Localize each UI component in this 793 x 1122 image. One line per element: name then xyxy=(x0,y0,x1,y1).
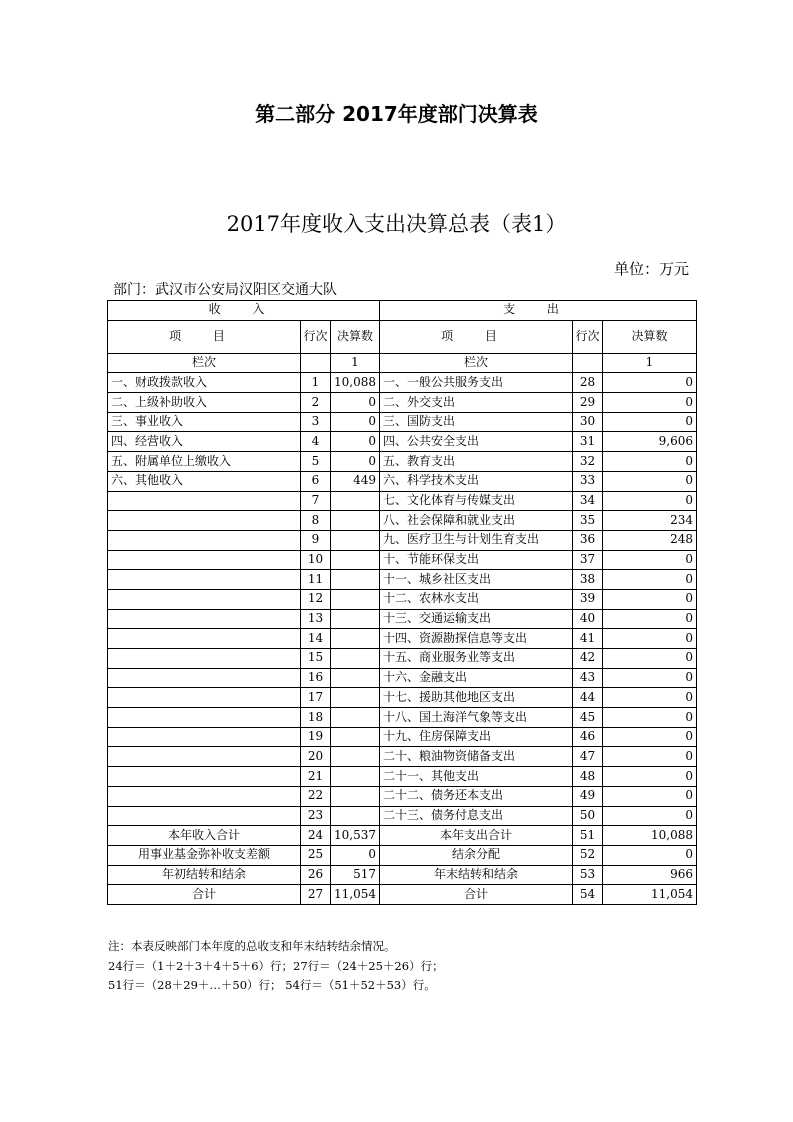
income-line-number: 5 xyxy=(301,452,331,472)
expense-line-number: 39 xyxy=(573,589,603,609)
table-row xyxy=(108,452,697,472)
expense-header xyxy=(380,301,697,321)
income-amount xyxy=(331,589,380,609)
income-line-number: 11 xyxy=(301,570,331,590)
expense-item-name: 年末结转和结余 xyxy=(380,865,573,885)
income-item-header xyxy=(108,320,301,353)
income-item-name: 二、上级补助收入 xyxy=(108,393,301,413)
table-row xyxy=(108,589,697,609)
expense-amount: 0 xyxy=(603,767,697,787)
expense-item-header-text: 项 目 xyxy=(441,328,511,343)
expense-line-number: 36 xyxy=(573,530,603,550)
income-amount xyxy=(331,727,380,747)
expense-item-name: 十九、住房保障支出 xyxy=(380,727,573,747)
note-line: 24行＝（1＋2＋3＋4＋5＋6）行；27行＝（24＋25＋26）行； xyxy=(108,958,444,973)
expense-line-number: 43 xyxy=(573,668,603,688)
income-line-number: 15 xyxy=(301,649,331,669)
income-expense-table xyxy=(107,300,697,905)
expense-item-name: 十五、商业服务业等支出 xyxy=(380,649,573,669)
table-row xyxy=(108,393,697,413)
expense-item-name: 五、教育支出 xyxy=(380,452,573,472)
expense-item-name: 本年支出合计 xyxy=(380,826,573,846)
summary-row xyxy=(108,845,697,865)
column-index-row xyxy=(108,353,697,373)
income-item-name xyxy=(108,491,301,511)
expense-item-name: 二十二、债务还本支出 xyxy=(380,786,573,806)
income-item-name xyxy=(108,530,301,550)
expense-amount: 0 xyxy=(603,589,697,609)
table-row xyxy=(108,668,697,688)
expense-item-name: 十二、农林水支出 xyxy=(380,589,573,609)
income-header-text: 收 入 xyxy=(208,302,279,317)
expense-index-label: 栏次 xyxy=(380,353,573,373)
expense-line-number: 51 xyxy=(573,826,603,846)
table-row xyxy=(108,727,697,747)
unit-label: 单位：万元 xyxy=(613,260,689,278)
expense-amount: 0 xyxy=(603,412,697,432)
income-line-number: 18 xyxy=(301,708,331,728)
expense-line-number: 32 xyxy=(573,452,603,472)
income-item-name: 三、事业收入 xyxy=(108,412,301,432)
expense-amount: 10,088 xyxy=(603,826,697,846)
expense-amount: 0 xyxy=(603,649,697,669)
expense-line-number: 52 xyxy=(573,845,603,865)
income-amount: 0 xyxy=(331,432,380,452)
part-title: 第二部分 2017年度部门决算表 xyxy=(255,102,538,126)
expense-line-number: 42 xyxy=(573,649,603,669)
table-row xyxy=(108,806,697,826)
expense-item-name: 十七、援助其他地区支出 xyxy=(380,688,573,708)
income-amount xyxy=(331,491,380,511)
income-amount: 517 xyxy=(331,865,380,885)
summary-row xyxy=(108,885,697,905)
expense-line-number: 28 xyxy=(573,373,603,393)
income-item-header-text: 项 目 xyxy=(169,328,239,343)
expense-amount: 0 xyxy=(603,471,697,491)
income-line-number: 2 xyxy=(301,393,331,413)
expense-item-name: 一、一般公共服务支出 xyxy=(380,373,573,393)
income-line-number: 14 xyxy=(301,629,331,649)
table-row xyxy=(108,747,697,767)
income-amount xyxy=(331,629,380,649)
expense-line-header: 行次 xyxy=(573,320,603,353)
expense-amount: 0 xyxy=(603,747,697,767)
income-item-name xyxy=(108,589,301,609)
expense-item-name: 二十一、其他支出 xyxy=(380,767,573,787)
income-amount: 11,054 xyxy=(331,885,380,905)
expense-line-number: 29 xyxy=(573,393,603,413)
expense-amount: 0 xyxy=(603,550,697,570)
income-amount xyxy=(331,747,380,767)
expense-item-name: 二十三、债务付息支出 xyxy=(380,806,573,826)
income-item-name xyxy=(108,688,301,708)
expense-item-name: 结余分配 xyxy=(380,845,573,865)
expense-amount: 0 xyxy=(603,629,697,649)
income-line-number: 1 xyxy=(301,373,331,393)
table-row xyxy=(108,530,697,550)
expense-item-name: 合计 xyxy=(380,885,573,905)
income-item-name xyxy=(108,806,301,826)
income-amount xyxy=(331,806,380,826)
income-item-name xyxy=(108,629,301,649)
table-row xyxy=(108,767,697,787)
expense-line-number: 49 xyxy=(573,786,603,806)
expense-item-name: 八、社会保障和就业支出 xyxy=(380,511,573,531)
income-amount xyxy=(331,511,380,531)
expense-amount-header: 决算数 xyxy=(603,320,697,353)
department-label: 部门：武汉市公安局汉阳区交通大队 xyxy=(113,282,337,298)
income-item-name: 五、附属单位上缴收入 xyxy=(108,452,301,472)
table-row xyxy=(108,570,697,590)
expense-item-name: 七、文化体育与传媒支出 xyxy=(380,491,573,511)
expense-item-name: 十八、国土海洋气象等支出 xyxy=(380,708,573,728)
income-header xyxy=(108,301,380,321)
income-item-name xyxy=(108,550,301,570)
table-row xyxy=(108,649,697,669)
income-item-name xyxy=(108,727,301,747)
income-amount-header: 决算数 xyxy=(331,320,380,353)
table-body xyxy=(108,301,697,905)
table-row xyxy=(108,688,697,708)
income-amount xyxy=(331,570,380,590)
income-item-name xyxy=(108,747,301,767)
expense-item-name: 十四、资源勘探信息等支出 xyxy=(380,629,573,649)
income-amount xyxy=(331,668,380,688)
income-item-name xyxy=(108,668,301,688)
income-line-number: 27 xyxy=(301,885,331,905)
table-row xyxy=(108,786,697,806)
expense-amount: 0 xyxy=(603,609,697,629)
expense-amount: 0 xyxy=(603,373,697,393)
table-row xyxy=(108,609,697,629)
expense-amount: 0 xyxy=(603,393,697,413)
income-amount xyxy=(331,786,380,806)
expense-amount: 0 xyxy=(603,668,697,688)
expense-line-number: 48 xyxy=(573,767,603,787)
income-line-number: 19 xyxy=(301,727,331,747)
expense-header-text: 支 出 xyxy=(503,302,573,317)
expense-amount: 0 xyxy=(603,491,697,511)
expense-amount: 248 xyxy=(603,530,697,550)
income-item-name xyxy=(108,609,301,629)
expense-amount: 0 xyxy=(603,708,697,728)
expense-item-name: 二、外交支出 xyxy=(380,393,573,413)
table-row xyxy=(108,412,697,432)
income-index-label: 栏次 xyxy=(108,353,301,373)
table-row xyxy=(108,471,697,491)
income-line-header: 行次 xyxy=(301,320,331,353)
income-item-name xyxy=(108,708,301,728)
income-amount xyxy=(331,688,380,708)
expense-line-number: 34 xyxy=(573,491,603,511)
income-amount xyxy=(331,530,380,550)
table-row xyxy=(108,511,697,531)
expense-line-number: 30 xyxy=(573,412,603,432)
income-amount xyxy=(331,649,380,669)
summary-row xyxy=(108,826,697,846)
income-line-number: 8 xyxy=(301,511,331,531)
expense-item-name: 十六、金融支出 xyxy=(380,668,573,688)
expense-item-name: 六、科学技术支出 xyxy=(380,471,573,491)
table-row xyxy=(108,550,697,570)
income-line-number: 13 xyxy=(301,609,331,629)
income-item-name xyxy=(108,786,301,806)
income-amount xyxy=(331,609,380,629)
income-amount: 0 xyxy=(331,412,380,432)
income-amount: 0 xyxy=(331,452,380,472)
expense-amount: 0 xyxy=(603,786,697,806)
table-row xyxy=(108,373,697,393)
expense-line-number: 44 xyxy=(573,688,603,708)
expense-amount: 9,606 xyxy=(603,432,697,452)
expense-item-name: 三、国防支出 xyxy=(380,412,573,432)
expense-amount: 11,054 xyxy=(603,885,697,905)
expense-item-name: 十一、城乡社区支出 xyxy=(380,570,573,590)
income-line-number: 17 xyxy=(301,688,331,708)
table-row xyxy=(108,491,697,511)
expense-item-name: 十三、交通运输支出 xyxy=(380,609,573,629)
expense-item-header xyxy=(380,320,573,353)
note-line: 注：本表反映部门本年度的总收支和年末结转结余情况。 xyxy=(108,939,396,953)
income-line-number: 16 xyxy=(301,668,331,688)
income-amount xyxy=(331,767,380,787)
expense-line-number: 35 xyxy=(573,511,603,531)
income-amount: 0 xyxy=(331,845,380,865)
expense-item-name: 四、公共安全支出 xyxy=(380,432,573,452)
expense-item-name: 二十、粮油物资储备支出 xyxy=(380,747,573,767)
income-amount: 449 xyxy=(331,471,380,491)
table-row xyxy=(108,708,697,728)
expense-index-line xyxy=(573,353,603,373)
income-line-number: 20 xyxy=(301,747,331,767)
expense-amount: 966 xyxy=(603,865,697,885)
table-row xyxy=(108,629,697,649)
income-item-name xyxy=(108,570,301,590)
expense-line-number: 46 xyxy=(573,727,603,747)
expense-line-number: 53 xyxy=(573,865,603,885)
expense-line-number: 31 xyxy=(573,432,603,452)
income-line-number: 3 xyxy=(301,412,331,432)
column-header-row xyxy=(108,320,697,353)
expense-amount: 0 xyxy=(603,688,697,708)
income-line-number: 12 xyxy=(301,589,331,609)
income-item-name xyxy=(108,767,301,787)
income-amount xyxy=(331,550,380,570)
summary-row xyxy=(108,865,697,885)
section-header-row xyxy=(108,301,697,321)
income-index-value: 1 xyxy=(331,353,380,373)
income-amount: 0 xyxy=(331,393,380,413)
income-item-name: 合计 xyxy=(108,885,301,905)
income-line-number: 23 xyxy=(301,806,331,826)
income-line-number: 24 xyxy=(301,826,331,846)
income-line-number: 26 xyxy=(301,865,331,885)
expense-line-number: 40 xyxy=(573,609,603,629)
income-item-name: 年初结转和结余 xyxy=(108,865,301,885)
expense-amount: 0 xyxy=(603,806,697,826)
income-item-name xyxy=(108,511,301,531)
expense-item-name: 九、医疗卫生与计划生育支出 xyxy=(380,530,573,550)
income-line-number: 9 xyxy=(301,530,331,550)
income-line-number: 22 xyxy=(301,786,331,806)
income-item-name: 四、经营收入 xyxy=(108,432,301,452)
expense-line-number: 50 xyxy=(573,806,603,826)
expense-line-number: 37 xyxy=(573,550,603,570)
expense-line-number: 47 xyxy=(573,747,603,767)
expense-line-number: 54 xyxy=(573,885,603,905)
expense-amount: 0 xyxy=(603,452,697,472)
notes xyxy=(108,937,444,996)
income-line-number: 6 xyxy=(301,471,331,491)
income-item-name: 一、财政拨款收入 xyxy=(108,373,301,393)
note-line: 51行＝（28＋29＋…＋50）行； 54行＝（51＋52＋53）行。 xyxy=(108,978,436,992)
expense-line-number: 33 xyxy=(573,471,603,491)
expense-line-number: 45 xyxy=(573,708,603,728)
expense-line-number: 38 xyxy=(573,570,603,590)
income-line-number: 7 xyxy=(301,491,331,511)
income-line-number: 21 xyxy=(301,767,331,787)
expense-amount: 234 xyxy=(603,511,697,531)
income-item-name: 六、其他收入 xyxy=(108,471,301,491)
expense-amount: 0 xyxy=(603,727,697,747)
income-item-name xyxy=(108,649,301,669)
income-line-number: 25 xyxy=(301,845,331,865)
income-line-number: 10 xyxy=(301,550,331,570)
expense-amount: 0 xyxy=(603,845,697,865)
income-line-number: 4 xyxy=(301,432,331,452)
income-amount: 10,088 xyxy=(331,373,380,393)
income-amount xyxy=(331,708,380,728)
income-item-name: 本年收入合计 xyxy=(108,826,301,846)
income-item-name: 用事业基金弥补收支差额 xyxy=(108,845,301,865)
table-row xyxy=(108,432,697,452)
income-amount: 10,537 xyxy=(331,826,380,846)
income-index-line xyxy=(301,353,331,373)
expense-line-number: 41 xyxy=(573,629,603,649)
expense-index-value: 1 xyxy=(603,353,697,373)
table-title: 2017年度收入支出决算总表（表1） xyxy=(226,212,567,236)
expense-item-name: 十、节能环保支出 xyxy=(380,550,573,570)
expense-amount: 0 xyxy=(603,570,697,590)
